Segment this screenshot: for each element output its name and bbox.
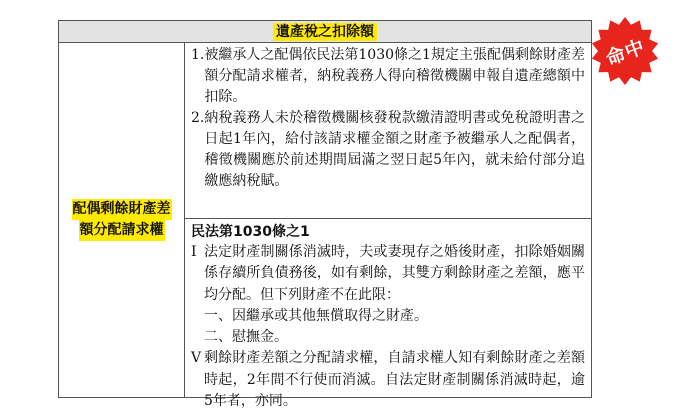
rules-cell	[185, 43, 591, 219]
law-title: 民法第1030條之1	[191, 224, 310, 240]
rule-item	[191, 108, 585, 192]
law-paragraph	[191, 242, 585, 306]
row-label	[66, 199, 178, 241]
table-title: 遺產稅之扣除額	[273, 23, 377, 41]
law-paragraph-text: 剩餘財產差額之分配請求權，自請求權人知有剩餘財產之差額時起，2年間不行使而消滅。自法定財產制關係消滅時起，逾5年者，亦同。	[204, 350, 585, 410]
law-subitem: 一、因繼承或其他無償取得之財產。	[204, 307, 428, 324]
law-paragraph-number: I	[191, 244, 197, 260]
law-paragraph	[191, 348, 585, 412]
rule-text: 納稅義務人未於稽徵機關核發稅款繳清證明書或免稅證明書之日起1年內，給付該請求權金額之財產予被繼承人之配偶者，稽徵機關應於前述期間屆滿之翌日起5年內，就未給付部分追繳應納稅賦。	[204, 110, 585, 189]
rule-number: 1.	[191, 47, 205, 63]
rule-text: 被繼承人之配偶依民法第1030條之1規定主張配偶剩餘財產差額分配請求權者，納稅義務人得向稽徵機關申報自遺產總額中扣除。	[204, 47, 585, 105]
law-subitem: 二、慰撫金。	[204, 329, 288, 346]
law-paragraph-number: V	[191, 350, 202, 367]
law-cell	[185, 219, 591, 410]
hit-badge	[588, 14, 662, 88]
row-label-cell	[59, 43, 185, 397]
deduction-table	[58, 20, 592, 410]
badge-text: 命中	[602, 35, 649, 70]
law-paragraph-text: 法定財產制關係消滅時，夫或妻現存之婚後財產，扣除婚姻關係存續所負債務後，如有剩餘，其雙方剩餘財產之差額，應平均分配。但下列財產不在此限：	[204, 244, 585, 303]
row-label-line1: 配偶剩餘財產差	[72, 199, 172, 220]
rule-number: 2.	[191, 110, 205, 126]
row-label-line2: 額分配請求權	[79, 220, 165, 241]
table-title-row	[59, 21, 591, 43]
rule-item	[191, 45, 585, 108]
